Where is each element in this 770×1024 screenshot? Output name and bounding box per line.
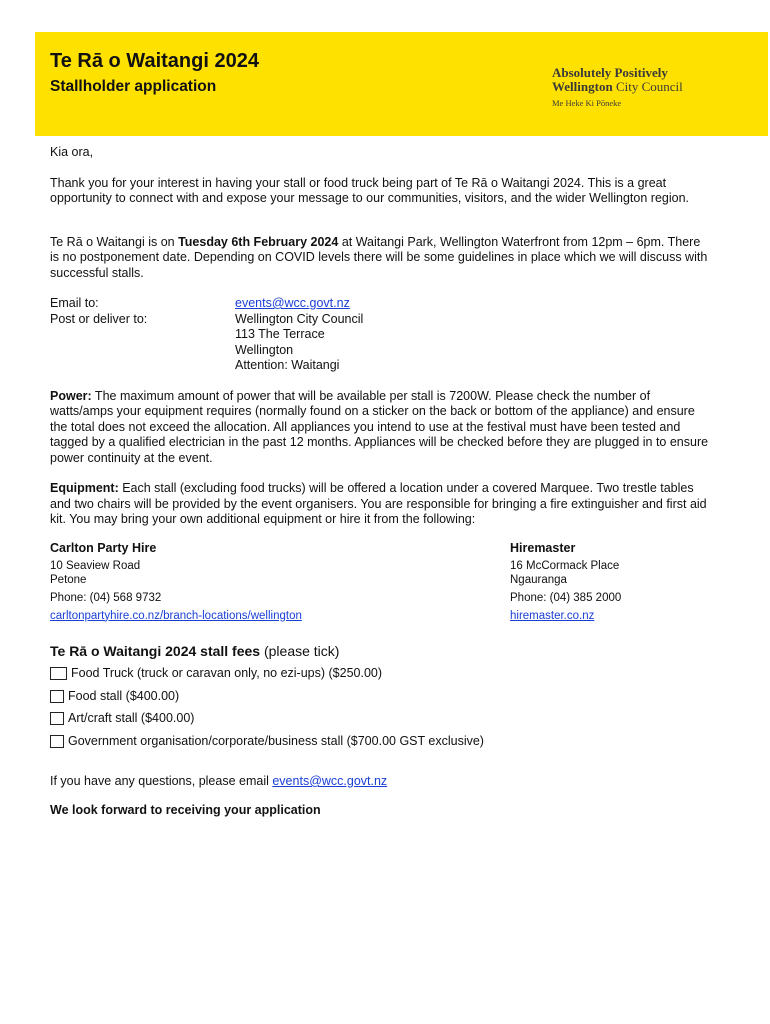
event-text-pre: Te Rā o Waitangi is on: [50, 234, 179, 249]
power-label: Power:: [50, 388, 92, 403]
event-paragraph: [50, 235, 710, 282]
hire-phone: Phone: (04) 568 9732: [50, 591, 162, 604]
logo-line-1: Absolutely Positively: [552, 65, 668, 80]
fee-checkbox[interactable]: [50, 690, 64, 703]
fee-checkbox[interactable]: [50, 712, 64, 725]
fee-option-government[interactable]: [50, 734, 710, 750]
intro-paragraph: Thank you for your interest in having your stall or food truck being part of Te Rā o Waitangi 2024. This is a great opportunity to connect with and expose your message to our communities, visitors, and the wider Wellington region.: [50, 175, 689, 205]
hire-website-link[interactable]: hiremaster.co.nz: [510, 609, 595, 622]
document-subtitle: Stallholder application: [50, 78, 217, 95]
postal-address: [235, 312, 363, 374]
email-row: [50, 296, 710, 312]
equipment-label: Equipment:: [50, 481, 119, 495]
power-text: The maximum amount of power that will be available per stall is 7200W. Please check the number of watts/amps your equipment requires (normally found on a sticker on the back or bottom of the appliance) and ensure the total does not exceed the allocation. All appliances you intend to use at the festival must have been tested and tagged by a qualified electrician in the past 12 months. Appliances will be checked before they are plugged in to ensure power continuity at the event.: [50, 388, 709, 465]
greeting: Kia ora,: [50, 145, 94, 159]
fees-heading-title: Te Rā o Waitangi 2024 stall fees: [50, 642, 261, 659]
hire-company-name: Hiremaster: [510, 540, 576, 555]
logo-wellington: Wellington: [552, 79, 613, 94]
closing-line: We look forward to receiving your application: [50, 802, 321, 817]
wcc-logo: [552, 66, 683, 108]
hire-company-carlton: [50, 541, 380, 623]
hire-companies: [50, 541, 710, 623]
hire-address-line: 16 McCormack Place: [510, 559, 620, 572]
email-link[interactable]: events@wcc.govt.nz: [235, 296, 350, 310]
equipment-paragraph: [50, 481, 710, 528]
fee-option-label: Food Truck (truck or caravan only, no ezi-ups) ($250.00): [71, 666, 383, 680]
hire-company-name: Carlton Party Hire: [50, 540, 157, 555]
event-date: Tuesday 6th February 2024: [178, 234, 339, 249]
fee-option-label: Government organisation/corporate/business stall ($700.00 GST exclusive): [68, 733, 484, 748]
fee-option-art-craft[interactable]: [50, 711, 710, 727]
email-label: Email to:: [50, 296, 99, 310]
event-text-post: at Waitangi Park, Wellington Waterfront from 12pm – 6pm. There is no postponement date. Depending on COVID levels there will be some guidelines in place which we will discuss with successful stalls.: [50, 234, 708, 280]
document-title: Te Rā o Waitangi 2024: [50, 50, 259, 72]
fee-option-label: Art/craft stall ($400.00): [68, 711, 195, 725]
hire-website-link[interactable]: carltonpartyhire.co.nz/branch-locations/wellington: [50, 609, 302, 622]
hire-address-line: 10 Seaview Road: [50, 559, 141, 572]
questions-text: If you have any questions, please email: [50, 774, 273, 788]
header-banner: [35, 32, 768, 136]
address-line: 113 The Terrace: [235, 327, 325, 341]
power-paragraph: [50, 389, 710, 467]
fee-checkbox[interactable]: [50, 667, 67, 680]
address-line: Wellington: [235, 342, 294, 357]
fee-option-food-stall[interactable]: [50, 689, 710, 705]
logo-line-2: [552, 80, 683, 94]
hire-address-line: Ngauranga: [510, 573, 567, 586]
post-row: [50, 312, 710, 374]
hire-phone: Phone: (04) 385 2000: [510, 591, 622, 604]
equipment-text: Each stall (excluding food trucks) will be offered a location under a covered Marquee. Two trestle tables and two chairs will be provided by the event organisers. You are responsible for bringing a fire extinguisher and first aid kit. You may bring your own additional equipment or hire it from the following:: [50, 481, 707, 526]
fee-option-label: Food stall ($400.00): [68, 688, 180, 703]
fees-heading: [50, 644, 710, 660]
address-line: Wellington City Council: [235, 311, 364, 326]
letter-body: [50, 145, 710, 818]
questions-email-link[interactable]: events@wcc.govt.nz: [272, 774, 388, 788]
logo-tagline: Me Heke Ki Pōneke: [552, 98, 622, 108]
hire-address-line: Petone: [50, 573, 87, 586]
questions-paragraph: [50, 774, 710, 790]
post-label: Post or deliver to:: [50, 311, 148, 326]
address-line: Attention: Waitangi: [235, 358, 340, 372]
logo-city-council: City Council: [612, 79, 683, 94]
fees-heading-note: (please tick): [260, 642, 340, 659]
hire-company-hiremaster: [510, 541, 710, 623]
fee-checkbox[interactable]: [50, 735, 64, 748]
fee-option-food-truck[interactable]: [50, 666, 710, 682]
